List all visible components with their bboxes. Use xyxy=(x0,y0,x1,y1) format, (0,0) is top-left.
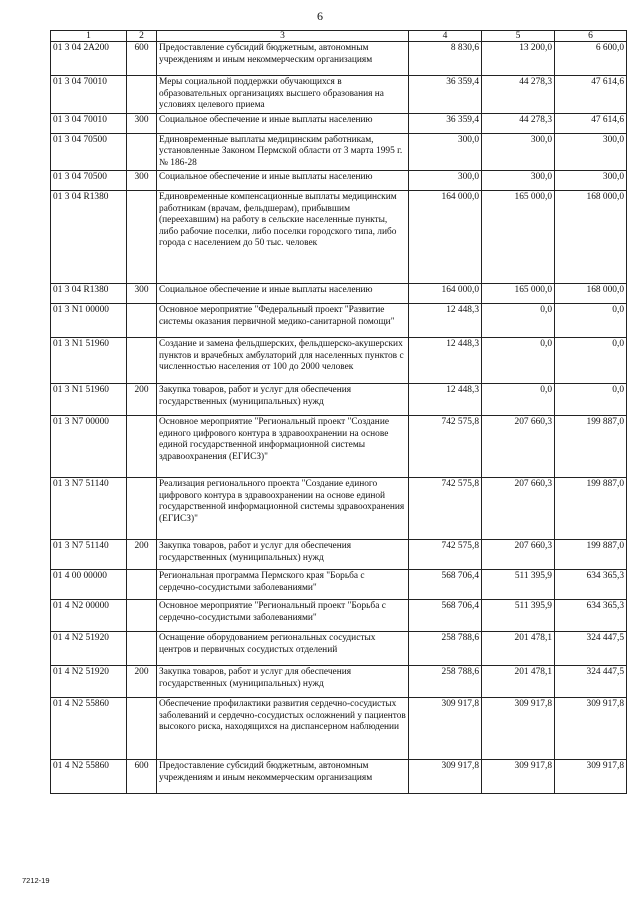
column-header: 6 xyxy=(555,31,627,42)
row-value-col6: 199 887,0 xyxy=(555,540,627,570)
column-header: 4 xyxy=(409,31,482,42)
row-expense-type xyxy=(127,338,157,384)
row-name: Основное мероприятие "Региональный проект "Борьба с сердечно-сосудистыми заболеваниями" xyxy=(157,600,409,632)
row-name: Единовременные выплаты медицинским работникам, установленные Законом Пермской области от 3 марта 1995 г. № 186-28 xyxy=(157,133,409,171)
row-code: 01 4 N2 51920 xyxy=(51,632,127,666)
row-value-col5: 300,0 xyxy=(482,171,555,191)
row-name: Основное мероприятие "Федеральный проект "Развитие системы оказания первичной медико-санитарной помощи" xyxy=(157,304,409,338)
row-value-col5: 300,0 xyxy=(482,133,555,171)
row-expense-type xyxy=(127,698,157,760)
row-value-col5: 201 478,1 xyxy=(482,632,555,666)
row-expense-type: 200 xyxy=(127,666,157,698)
row-code: 01 3 04 2А200 xyxy=(51,42,127,76)
row-code: 01 4 N2 00000 xyxy=(51,600,127,632)
row-value-col4: 164 000,0 xyxy=(409,191,482,284)
row-value-col4: 309 917,8 xyxy=(409,698,482,760)
row-value-col4: 568 706,4 xyxy=(409,570,482,600)
row-value-col5: 207 660,3 xyxy=(482,540,555,570)
row-value-col5: 13 200,0 xyxy=(482,42,555,76)
column-header: 2 xyxy=(127,31,157,42)
column-header: 3 xyxy=(157,31,409,42)
row-value-col5: 165 000,0 xyxy=(482,191,555,284)
row-value-col5: 0,0 xyxy=(482,304,555,338)
row-name: Меры социальной поддержки обучающихся в образовательных организациях высшего образования на условиях целевого приема xyxy=(157,76,409,114)
table-row xyxy=(51,540,627,570)
row-code: 01 4 00 00000 xyxy=(51,570,127,600)
row-expense-type xyxy=(127,76,157,114)
row-expense-type: 600 xyxy=(127,760,157,794)
row-value-col4: 36 359,4 xyxy=(409,76,482,114)
row-code: 01 3 N7 51140 xyxy=(51,540,127,570)
row-name: Обеспечение профилактики развития сердечно-сосудистых заболеваний и сердечно-сосудистых осложнений у пациентов высокого риска, находящихся на диспансерном наблюдении xyxy=(157,698,409,760)
table-row xyxy=(51,698,627,760)
row-value-col4: 300,0 xyxy=(409,171,482,191)
row-code: 01 4 N2 51920 xyxy=(51,666,127,698)
row-value-col5: 165 000,0 xyxy=(482,284,555,304)
row-value-col4: 568 706,4 xyxy=(409,600,482,632)
row-name: Социальное обеспечение и иные выплаты населению xyxy=(157,171,409,191)
budget-table xyxy=(50,30,627,794)
row-value-col4: 309 917,8 xyxy=(409,760,482,794)
row-value-col4: 258 788,6 xyxy=(409,666,482,698)
row-value-col6: 0,0 xyxy=(555,304,627,338)
row-name: Закупка товаров, работ и услуг для обеспечения государственных (муниципальных) нужд xyxy=(157,540,409,570)
row-expense-type: 300 xyxy=(127,171,157,191)
row-value-col6: 47 614,6 xyxy=(555,76,627,114)
row-value-col6: 168 000,0 xyxy=(555,191,627,284)
row-code: 01 3 04 R1380 xyxy=(51,191,127,284)
table-row xyxy=(51,384,627,416)
row-value-col6: 199 887,0 xyxy=(555,478,627,540)
table-row xyxy=(51,760,627,794)
row-name: Предоставление субсидий бюджетным, автономным учреждениям и иным некоммерческим организациям xyxy=(157,42,409,76)
row-value-col4: 12 448,3 xyxy=(409,384,482,416)
row-expense-type: 600 xyxy=(127,42,157,76)
row-value-col6: 309 917,8 xyxy=(555,760,627,794)
row-code: 01 3 N7 00000 xyxy=(51,416,127,478)
row-value-col5: 207 660,3 xyxy=(482,478,555,540)
row-code: 01 3 04 70500 xyxy=(51,133,127,171)
row-expense-type: 300 xyxy=(127,284,157,304)
row-value-col5: 511 395,9 xyxy=(482,570,555,600)
row-value-col4: 742 575,8 xyxy=(409,478,482,540)
row-value-col4: 742 575,8 xyxy=(409,416,482,478)
row-expense-type xyxy=(127,478,157,540)
row-name: Закупка товаров, работ и услуг для обеспечения государственных (муниципальных) нужд xyxy=(157,666,409,698)
row-name: Социальное обеспечение и иные выплаты населению xyxy=(157,113,409,133)
row-value-col6: 6 600,0 xyxy=(555,42,627,76)
row-expense-type xyxy=(127,570,157,600)
table-row xyxy=(51,570,627,600)
row-expense-type: 300 xyxy=(127,113,157,133)
column-header: 1 xyxy=(51,31,127,42)
table-row xyxy=(51,666,627,698)
table-row xyxy=(51,284,627,304)
page-number: 6 xyxy=(317,9,323,23)
row-expense-type xyxy=(127,304,157,338)
table-row xyxy=(51,304,627,338)
row-value-col5: 44 278,3 xyxy=(482,113,555,133)
table-row xyxy=(51,133,627,171)
table-row xyxy=(51,338,627,384)
row-value-col6: 300,0 xyxy=(555,133,627,171)
row-value-col6: 0,0 xyxy=(555,384,627,416)
row-value-col4: 258 788,6 xyxy=(409,632,482,666)
row-code: 01 4 N2 55860 xyxy=(51,760,127,794)
row-value-col5: 0,0 xyxy=(482,384,555,416)
row-code: 01 3 N7 51140 xyxy=(51,478,127,540)
row-value-col6: 47 614,6 xyxy=(555,113,627,133)
row-expense-type: 200 xyxy=(127,384,157,416)
row-value-col4: 36 359,4 xyxy=(409,113,482,133)
row-value-col6: 324 447,5 xyxy=(555,632,627,666)
table-header-row xyxy=(51,31,627,42)
row-value-col4: 742 575,8 xyxy=(409,540,482,570)
document-code: 7212-19 xyxy=(22,876,50,885)
row-value-col4: 8 830,6 xyxy=(409,42,482,76)
table-row xyxy=(51,478,627,540)
row-value-col5: 201 478,1 xyxy=(482,666,555,698)
row-value-col6: 634 365,3 xyxy=(555,600,627,632)
row-value-col6: 309 917,8 xyxy=(555,698,627,760)
row-expense-type xyxy=(127,133,157,171)
row-code: 01 4 N2 55860 xyxy=(51,698,127,760)
row-value-col6: 634 365,3 xyxy=(555,570,627,600)
table-row xyxy=(51,632,627,666)
row-expense-type xyxy=(127,600,157,632)
table-row xyxy=(51,600,627,632)
row-name: Социальное обеспечение и иные выплаты населению xyxy=(157,284,409,304)
row-expense-type: 200 xyxy=(127,540,157,570)
row-value-col6: 168 000,0 xyxy=(555,284,627,304)
table-row xyxy=(51,42,627,76)
row-code: 01 3 N1 00000 xyxy=(51,304,127,338)
row-code: 01 3 04 70010 xyxy=(51,113,127,133)
table-row xyxy=(51,191,627,284)
row-name: Основное мероприятие "Региональный проект "Создание единого цифрового контура в здравоохранении на основе единой государственной информационной системы здравоохранения (ЕГИСЗ)" xyxy=(157,416,409,478)
row-value-col4: 300,0 xyxy=(409,133,482,171)
row-value-col5: 0,0 xyxy=(482,338,555,384)
row-value-col4: 12 448,3 xyxy=(409,304,482,338)
row-value-col5: 44 278,3 xyxy=(482,76,555,114)
row-name: Единовременные компенсационные выплаты медицинским работникам (врачам, фельдшерам), прибывшим (переехавшим) на работу в сельские населенные пункты, либо рабочие поселки, либо поселки городского типа, либо города с населением до 50 тыс. человек xyxy=(157,191,409,284)
row-value-col4: 164 000,0 xyxy=(409,284,482,304)
row-expense-type xyxy=(127,191,157,284)
row-value-col5: 309 917,8 xyxy=(482,760,555,794)
row-expense-type xyxy=(127,632,157,666)
row-code: 01 3 04 70010 xyxy=(51,76,127,114)
row-code: 01 3 04 R1380 xyxy=(51,284,127,304)
row-value-col5: 511 395,9 xyxy=(482,600,555,632)
row-name: Региональная программа Пермского края "Борьба с сердечно-сосудистыми заболеваниями" xyxy=(157,570,409,600)
row-name: Реализация регионального проекта "Создание единого цифрового контура в здравоохранении на основе единой государственной информационной системы здравоохранения (ЕГИСЗ)" xyxy=(157,478,409,540)
row-code: 01 3 N1 51960 xyxy=(51,338,127,384)
row-value-col6: 0,0 xyxy=(555,338,627,384)
row-code: 01 3 N1 51960 xyxy=(51,384,127,416)
row-value-col5: 207 660,3 xyxy=(482,416,555,478)
row-name: Создание и замена фельдшерских, фельдшерско-акушерских пунктов и врачебных амбулаторий для населенных пунктов с численностью населения от 100 до 2000 человек xyxy=(157,338,409,384)
row-value-col6: 300,0 xyxy=(555,171,627,191)
row-value-col6: 199 887,0 xyxy=(555,416,627,478)
row-name: Оснащение оборудованием региональных сосудистых центров и первичных сосудистых отделений xyxy=(157,632,409,666)
row-value-col6: 324 447,5 xyxy=(555,666,627,698)
table-row xyxy=(51,416,627,478)
table-row xyxy=(51,76,627,114)
table-row xyxy=(51,171,627,191)
row-expense-type xyxy=(127,416,157,478)
column-header: 5 xyxy=(482,31,555,42)
row-value-col5: 309 917,8 xyxy=(482,698,555,760)
row-value-col4: 12 448,3 xyxy=(409,338,482,384)
row-name: Предоставление субсидий бюджетным, автономным учреждениям и иным некоммерческим организациям xyxy=(157,760,409,794)
row-name: Закупка товаров, работ и услуг для обеспечения государственных (муниципальных) нужд xyxy=(157,384,409,416)
row-code: 01 3 04 70500 xyxy=(51,171,127,191)
table-row xyxy=(51,113,627,133)
